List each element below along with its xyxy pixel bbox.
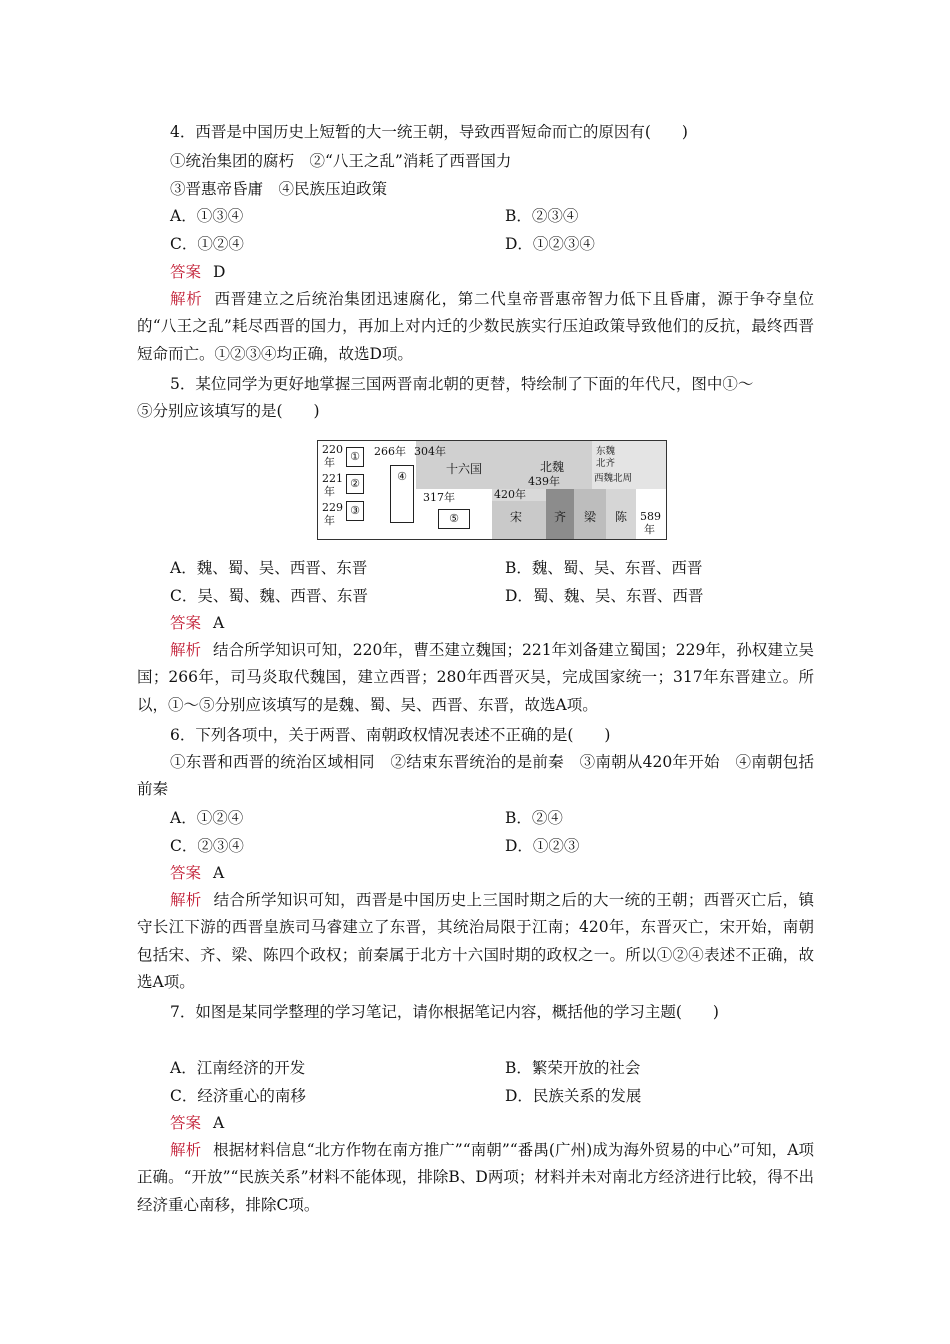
analysis-text: 结合所学知识可知，西晋是中国历史上三国时期之后的大一统的王朝；西晋灭亡后，镇守长江下游的西晋皇族司马睿建立了东晋，其统治局限于江南；420年，东晋灭亡，宋开始，南朝包括宋、齐、梁、陈四个政权；前秦属于北方十六国时期的政权之一。所以①②④表述不正确，故选A项。 bbox=[137, 891, 814, 992]
northern-qi-label: 北齐 bbox=[596, 458, 616, 469]
blank-1: ① bbox=[346, 447, 364, 467]
blank-4 bbox=[390, 465, 414, 523]
blank-4-label: ④ bbox=[397, 470, 407, 483]
q6-items: ①东晋和西晋的统治区域相同 ②结束东晋统治的是前秦 ③南朝从420年开始 ④南朝包括前秦 bbox=[137, 753, 814, 799]
q7-answer bbox=[170, 1113, 224, 1133]
q5-stem-line2: ⑤分别应该填写的是( ) bbox=[137, 402, 320, 420]
q4-answer bbox=[170, 262, 225, 282]
answer-value: A bbox=[213, 614, 225, 632]
analysis-text: 根据材料信息“北方作物在南方推广”“南朝”“番禺(广州)成为海外贸易的中心”可知，A项正确。“开放”“民族关系”材料不能体现，排除B、D两项；材料并未对南北方经济进行比较，得不出经济重心南移，排除C项。 bbox=[137, 1141, 814, 1214]
analysis-label: 解析 bbox=[170, 290, 203, 308]
year-420: 420年 bbox=[494, 488, 526, 501]
answer-value: A bbox=[213, 864, 225, 882]
song-label: 宋 bbox=[510, 510, 523, 524]
q4-analysis bbox=[137, 286, 814, 368]
q7-stem: 7．如图是某同学整理的学习笔记，请你根据笔记内容，概括他的学习主题( ) bbox=[170, 1003, 719, 1021]
blank-2: ② bbox=[346, 474, 364, 494]
year-229-suffix: 年 bbox=[324, 514, 335, 527]
chen-label: 陈 bbox=[615, 510, 628, 524]
q4-stem: 4．西晋是中国历史上短暂的大一统王朝，导致西晋短命而亡的原因有( ) bbox=[170, 123, 688, 141]
year-229: 229 bbox=[322, 501, 343, 514]
q5-analysis bbox=[137, 637, 814, 719]
q6-option-a: A．①②④ bbox=[170, 809, 244, 827]
answer-label: 答案 bbox=[170, 864, 202, 882]
q5-option-b: B．魏、蜀、吴、东晋、西晋 bbox=[505, 559, 703, 577]
year-266: 266年 bbox=[374, 445, 406, 458]
qi-label: 齐 bbox=[554, 510, 567, 524]
q5-option-d: D．蜀、魏、吴、东晋、西晋 bbox=[505, 587, 704, 605]
year-439: 439年 bbox=[528, 475, 560, 488]
q6-analysis bbox=[137, 887, 814, 997]
year-220-suffix: 年 bbox=[324, 456, 335, 469]
q4-items-line2: ③晋惠帝昏庸 ④民族压迫政策 bbox=[170, 180, 388, 198]
answer-label: 答案 bbox=[170, 614, 202, 632]
answer-label: 答案 bbox=[170, 1114, 202, 1132]
q6-answer bbox=[170, 863, 224, 883]
year-220: 220 bbox=[322, 443, 343, 456]
q5-option-c: C．吴、蜀、魏、西晋、东晋 bbox=[170, 587, 368, 605]
year-221: 221 bbox=[322, 472, 343, 485]
liang-label: 梁 bbox=[584, 510, 597, 524]
year-304: 304年 bbox=[414, 445, 446, 458]
q5-option-a: A．魏、蜀、吴、西晋、东晋 bbox=[170, 559, 368, 577]
q5-answer bbox=[170, 613, 224, 633]
analysis-label: 解析 bbox=[170, 1141, 202, 1159]
year-589-suffix: 年 bbox=[644, 523, 655, 536]
q4-option-a: A．①③④ bbox=[170, 207, 244, 225]
year-317: 317年 bbox=[423, 491, 455, 504]
analysis-label: 解析 bbox=[170, 641, 202, 659]
q6-option-b: B．②④ bbox=[505, 809, 563, 827]
northern-wei-label: 北魏 bbox=[540, 460, 565, 474]
q5-stem-line1: 5．某位同学为更好地掌握三国两晋南北朝的更替，特绘制了下面的年代尺，图中①～ bbox=[170, 375, 754, 393]
q6-option-d: D．①②③ bbox=[505, 837, 580, 855]
q7-analysis bbox=[137, 1137, 814, 1219]
eastern-wei-label: 东魏 bbox=[596, 446, 616, 457]
blank-5: ⑤ bbox=[438, 509, 470, 529]
q7-option-a: A．江南经济的开发 bbox=[170, 1059, 306, 1077]
analysis-text: 结合所学知识可知，220年，曹丕建立魏国；221年刘备建立蜀国；229年，孙权建立吴国；266年，司马炎取代魏国，建立西晋；280年西晋灭吴，完成国家统一；317年东晋建立。所以，①～⑤分别应该填写的是魏、蜀、吴、西晋、东晋，故选A项。 bbox=[137, 641, 814, 714]
q7-option-d: D．民族关系的发展 bbox=[505, 1087, 642, 1105]
q4-items-line1: ①统治集团的腐朽 ②“八王之乱”消耗了西晋国力 bbox=[170, 152, 512, 170]
answer-value: D bbox=[213, 263, 226, 281]
western-wei-northern-zhou-label: 西魏北周 bbox=[594, 473, 633, 484]
analysis-text: 西晋建立之后统治集团迅速腐化，第二代皇帝晋惠帝智力低下且昏庸，源于争夺皇位的“八王之乱”耗尽西晋的国力，再加上对内迁的少数民族实行压迫政策导致他们的反抗，最终西晋短命而亡。①②③④均正确，故选D项。 bbox=[137, 290, 814, 363]
q4-option-c: C．①②④ bbox=[170, 235, 244, 253]
analysis-label: 解析 bbox=[170, 891, 202, 909]
q6-stem: 6．下列各项中，关于两晋、南朝政权情况表述不正确的是( ) bbox=[170, 726, 611, 744]
q7-option-c: C．经济重心的南移 bbox=[170, 1087, 306, 1105]
q6-option-c: C．②③④ bbox=[170, 837, 244, 855]
sixteen-kingdoms-label: 十六国 bbox=[446, 462, 483, 476]
answer-label: 答案 bbox=[170, 263, 202, 281]
year-589: 589 bbox=[640, 510, 661, 523]
year-221-suffix: 年 bbox=[324, 485, 335, 498]
q4-option-b: B．②③④ bbox=[505, 207, 579, 225]
q7-option-b: B．繁荣开放的社会 bbox=[505, 1059, 641, 1077]
q4-option-d: D．①②③④ bbox=[505, 235, 595, 253]
timeline-figure bbox=[317, 440, 667, 540]
blank-3: ③ bbox=[346, 501, 364, 521]
answer-value: A bbox=[213, 1114, 225, 1132]
